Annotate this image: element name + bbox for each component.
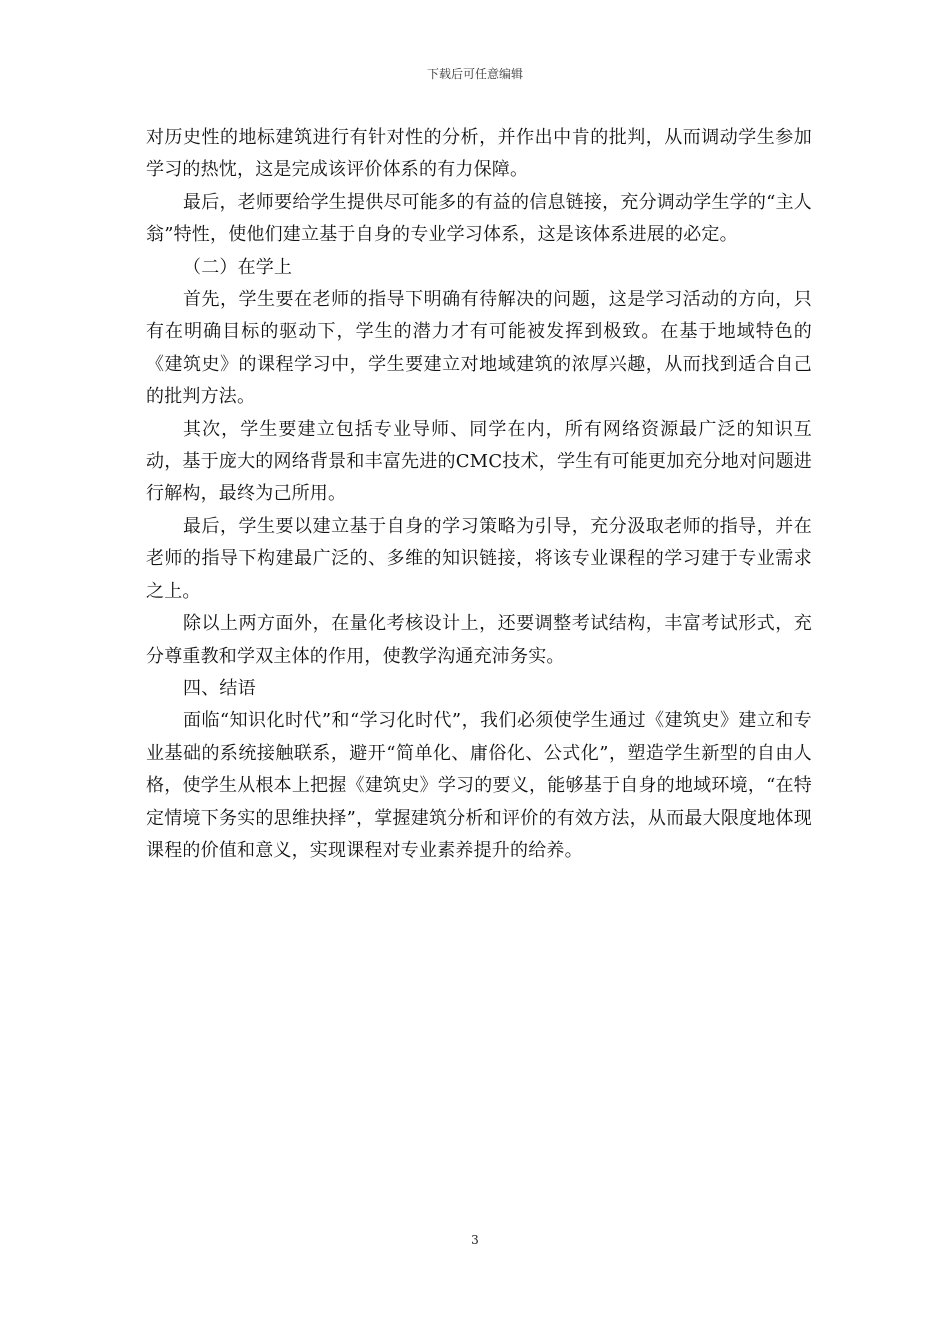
paragraph-student-first: 首先，学生要在老师的指导下明确有待解决的问题，这是学习活动的方向，只有在明确目标的驱动下，学生的潜力才有可能被发挥到极致。在基于地域特色的《建筑史》的课程学习中，学生要建立对地域建筑的浓厚兴趣，从而找到适合自己的批判方法。 <box>146 289 812 408</box>
paragraph-assessment: 除以上两方面外，在量化考核设计上，还要调整考试结构，丰富考试形式，充分尊重教和学双主体的作用，使教学沟通充沛务实。 <box>146 613 812 667</box>
paragraph-continuation: 对历史性的地标建筑进行有针对性的分析，并作出中肯的批判，从而调动学生参加学习的热忱，这是完成该评价体系的有力保障。 <box>146 127 812 181</box>
paragraph-student-second: 其次，学生要建立包括专业导师、同学在内，所有网络资源最广泛的知识互动，基于庞大的网络背景和丰富先进的CMC技术，学生有可能更加充分地对问题进行解构，最终为己所用。 <box>146 418 812 505</box>
page-number: 3 <box>471 1233 479 1247</box>
paragraph-student-finally: 最后，学生要以建立基于自身的学习策略为引导，充分汲取老师的指导，并在老师的指导下构建最广泛的、多维的知识链接，将该专业课程的学习建于专业需求之上。 <box>146 515 812 602</box>
paragraph-conclusion: 面临“知识化时代”和“学习化时代”，我们必须使学生通过《建筑史》建立和专业基础的系统接触联系，避开“简单化、庸俗化、公式化”，塑造学生新型的自由人格，使学生从根本上把握《建筑史》学习的要义，能够基于自身的地域环境，“在特定情境下务实的思维抉择”，掌握建筑分析和评价的有效方法，从而最大限度地体现课程的价值和意义，实现课程对专业素养提升的给养。 <box>146 710 812 861</box>
section-heading-conclusion: 四、结语 <box>183 677 256 699</box>
section-heading-student: （二）在学上 <box>183 256 293 278</box>
document-body <box>146 122 812 867</box>
page-header: 下载后可任意编辑 <box>426 67 523 81</box>
paragraph-teacher-finally: 最后，老师要给学生提供尽可能多的有益的信息链接，充分调动学生学的“主人翁”特性，使他们建立基于自身的专业学习体系，这是该体系进展的必定。 <box>146 191 812 246</box>
